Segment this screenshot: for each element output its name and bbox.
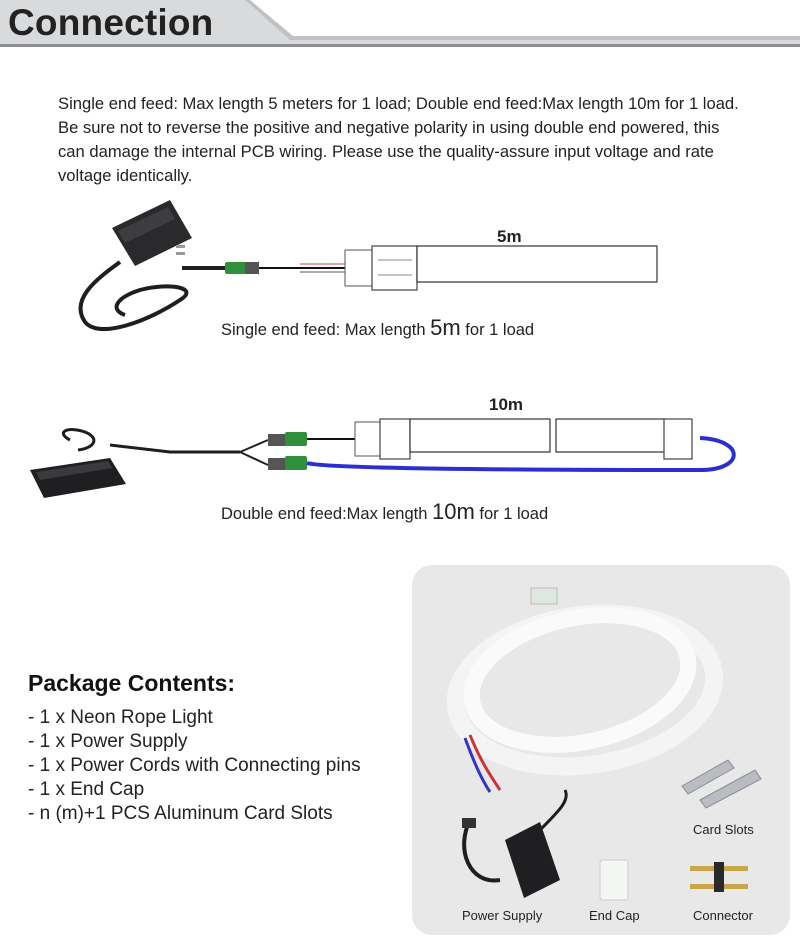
caption-text: Single end feed: Max length [221,321,431,339]
card-slots-label: Card Slots [693,822,754,837]
description-text: Single end feed: Max length 5 meters for 1 load; Double end feed:Max length 10m for 1 load. Be sure not to reverse the positive and negative polarity in using double end powered, this can damage the internal PCB wiring. Please use the quality-assure input voltage and rate voltage identically. [58,94,739,185]
caption-text: for 1 load [474,505,549,523]
power-supply-label: Power Supply [462,908,543,923]
caption-value: 10m [431,499,475,524]
list-item: - 1 x Power Supply [28,731,188,752]
list-item: - 1 x End Cap [28,779,145,800]
list-item: - n (m)+1 PCS Aluminum Card Slots [28,803,333,824]
list-item: - 1 x Power Cords with Connecting pins [28,755,361,776]
list-item: - 1 x Neon Rope Light [28,707,213,728]
card-slots-image [682,760,761,808]
length-label-10m: 10m [489,395,524,414]
caption-value: 5m [430,315,461,340]
connector-image [690,862,748,892]
neon-rope-coil-image [446,588,724,792]
power-supply-image [462,790,566,898]
end-cap-label: End Cap [589,908,640,923]
connector-label: Connector [693,908,753,923]
caption-text: Double end feed:Max length [221,505,432,523]
end-cap-image [600,860,628,900]
page-title: Connection [8,2,214,43]
package-title: Package Contents: [28,670,236,696]
caption-text: for 1 load [460,321,535,339]
length-label-5m: 5m [497,227,522,246]
